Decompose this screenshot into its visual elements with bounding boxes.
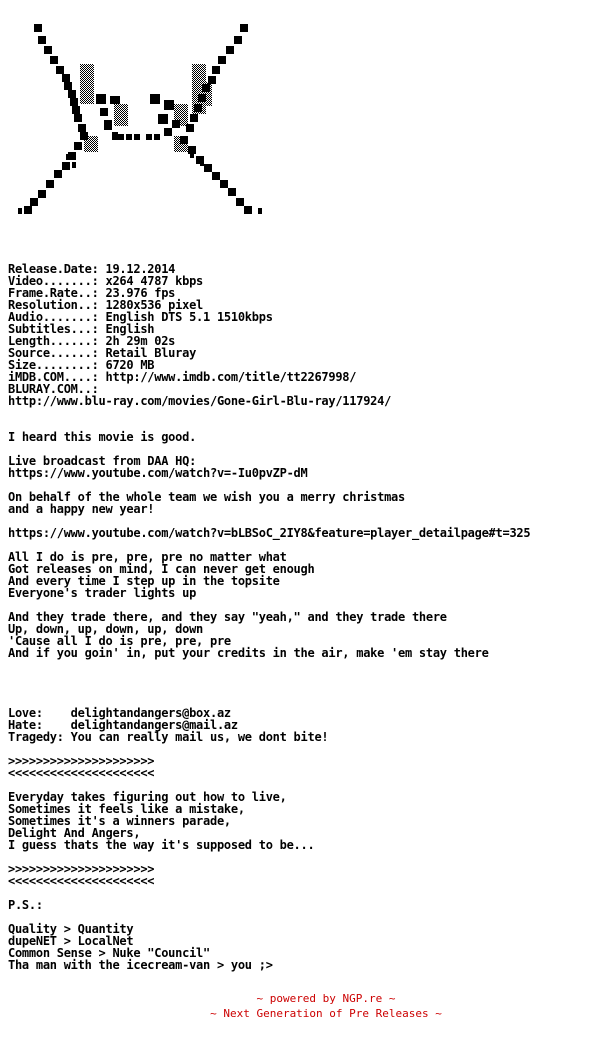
nfo-line: Up, down, up, down, up, down xyxy=(8,622,204,636)
nfo-line xyxy=(8,671,530,683)
nfo-line xyxy=(8,659,530,671)
nfo-line: Size........: 6720 MB xyxy=(8,358,155,372)
nfo-line xyxy=(8,887,530,899)
nfo-line: Video.......: x264 4787 kbps xyxy=(8,274,204,288)
nfo-line: Everyone's trader lights up xyxy=(8,586,197,600)
nfo-line: Love: delightandangers@box.az xyxy=(8,706,231,720)
nfo-line: Length......: 2h 29m 02s xyxy=(8,334,176,348)
nfo-line: And they trade there, and they say "yeah," and they trade there xyxy=(8,610,447,624)
nfo-line: Resolution..: 1280x536 pixel xyxy=(8,298,204,312)
nfo-line: Got releases on mind, I can never get enough xyxy=(8,562,315,576)
nfo-line: Tha man with the icecream-van > you ;> xyxy=(8,958,273,972)
nfo-line: and a happy new year! xyxy=(8,502,155,516)
nfo-line: 'Cause all I do is pre, pre, pre xyxy=(8,634,231,648)
nfo-line: Release.Date: 19.12.2014 xyxy=(8,262,176,276)
nfo-line: Frame.Rate..: 23.976 fps xyxy=(8,286,176,300)
nfo-line xyxy=(8,683,530,695)
dx-ascii-logo-icon xyxy=(14,24,266,216)
nfo-text xyxy=(8,263,530,971)
nfo-line: <<<<<<<<<<<<<<<<<<<<< xyxy=(8,874,155,888)
nfo-line: I heard this movie is good. xyxy=(8,430,197,444)
logo-block-art xyxy=(18,24,262,214)
nfo-line: >>>>>>>>>>>>>>>>>>>>> xyxy=(8,754,155,768)
nfo-line: http://www.blu-ray.com/movies/Gone-Girl-Blu-ray/117924/ xyxy=(8,394,392,408)
nfo-line: Source......: Retail Bluray xyxy=(8,346,197,360)
nfo-line: Audio.......: English DTS 5.1 1510kbps xyxy=(8,310,273,324)
nfo-line: P.S.: xyxy=(8,898,43,912)
nfo-footer xyxy=(0,991,616,1021)
nfo-line: Subtitles...: English xyxy=(8,322,155,336)
nfo-line: Common Sense > Nuke "Council" xyxy=(8,946,210,960)
nfo-line: Hate: delightandangers@mail.az xyxy=(8,718,238,732)
tagline-line: ~ Next Generation of Pre Releases ~ xyxy=(210,1007,442,1020)
nfo-line: Sometimes it feels like a mistake, xyxy=(8,802,245,816)
nfo-line: >>>>>>>>>>>>>>>>>>>>> xyxy=(8,862,155,876)
nfo-line: Quality > Quantity xyxy=(8,922,134,936)
nfo-line: BLURAY.COM..: xyxy=(8,382,99,396)
nfo-line: https://www.youtube.com/watch?v=-Iu0pvZP-dM xyxy=(8,466,308,480)
nfo-line: Sometimes it's a winners parade, xyxy=(8,814,231,828)
nfo-line: Tragedy: You can really mail us, we dont bite! xyxy=(8,730,329,744)
nfo-line: Live broadcast from DAA HQ: xyxy=(8,454,197,468)
nfo-line: iMDB.COM....: http://www.imdb.com/title/tt2267998/ xyxy=(8,370,357,384)
nfo-line: Delight And Angers, xyxy=(8,826,141,840)
nfo-line: On behalf of the whole team we wish you a merry christmas xyxy=(8,490,405,504)
powered-by-line: ~ powered by NGP.re ~ xyxy=(256,992,396,1005)
nfo-line: And if you goin' in, put your credits in the air, make 'em stay there xyxy=(8,646,489,660)
nfo-line: <<<<<<<<<<<<<<<<<<<<< xyxy=(8,766,155,780)
nfo-line: dupeNET > LocalNet xyxy=(8,934,134,948)
nfo-line: All I do is pre, pre, pre no matter what xyxy=(8,550,287,564)
nfo-line: Everyday takes figuring out how to live, xyxy=(8,790,287,804)
nfo-line: https://www.youtube.com/watch?v=bLBSoC_2IY8&feature=player_detailpage#t=325 xyxy=(8,526,531,540)
nfo-line: I guess thats the way it's supposed to be... xyxy=(8,838,315,852)
nfo-line: And every time I step up in the topsite xyxy=(8,574,280,588)
nfo-line xyxy=(8,407,530,419)
